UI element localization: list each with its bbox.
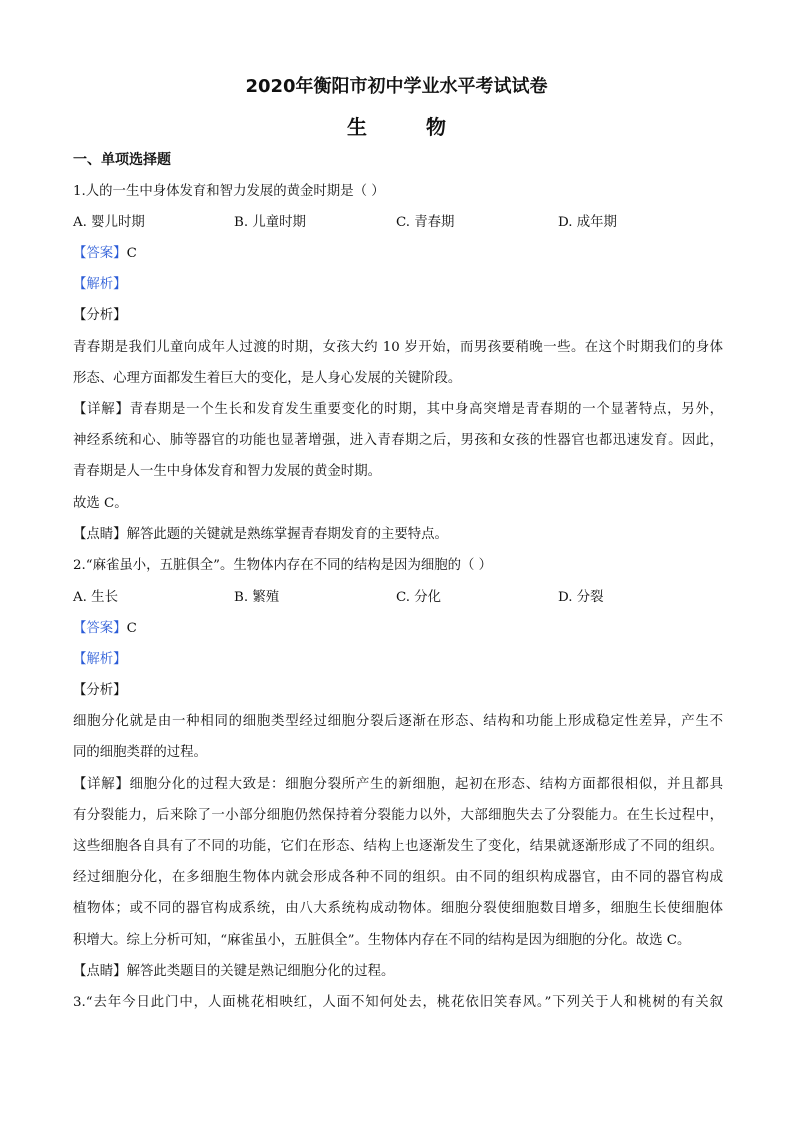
q2-fenxi-tag: 【分析】 bbox=[73, 683, 127, 698]
q1-option-d: D. 成年期 bbox=[558, 215, 617, 230]
q1-fenxi-tag: 【分析】 bbox=[73, 308, 127, 323]
answer-tag: 【答案】 bbox=[73, 621, 127, 636]
q1-option-a: A. 婴儿时期 bbox=[73, 215, 145, 230]
answer-tag: 【答案】 bbox=[73, 246, 127, 261]
question-2-stem: 2.“麻雀虽小，五脏俱全”。生物体内存在不同的结构是因为细胞的（ ） bbox=[73, 558, 493, 573]
detail-text: 青春期是一个生长和发育发生重要变化的时期，其中身高突增是青春期的一个显著特点，另外， bbox=[129, 402, 724, 417]
detail-tag: 【详解】 bbox=[73, 777, 130, 792]
q2-fenxi-line-1: 细胞分化就是由一种相同的细胞类型经过细胞分裂后逐渐在形态、结构和功能上形成稳定性差异，产生不 bbox=[73, 714, 723, 729]
tip-text: 解答此题的关键就是熟练掌握青春期发育的主要特点。 bbox=[126, 527, 448, 542]
q2-option-c: C. 分化 bbox=[396, 590, 442, 605]
question-3-stem: 3.“去年今日此门中，人面桃花相映红，人面不知何处去，桃花依旧笑春风。”下列关于人和桃树的有关叙 bbox=[73, 995, 723, 1010]
q1-tip bbox=[73, 525, 723, 545]
section-heading: 一、单项选择题 bbox=[73, 152, 171, 168]
q1-fenxi-line-1: 青春期是我们儿童向成年人过渡的时期，女孩大约 10 岁开始，而男孩要稍晚一些。在这个时期我们的身体 bbox=[73, 340, 723, 355]
question-1-stem: 1.人的一生中身体发育和智力发展的黄金时期是（ ） bbox=[73, 184, 385, 199]
q2-answer bbox=[73, 619, 723, 639]
q2-option-a: A. 生长 bbox=[73, 590, 118, 605]
exam-title: 2020年衡阳市初中学业水平考试试卷 bbox=[245, 76, 548, 97]
q2-detail-line-6: 积增大。综上分析可知，“麻雀虽小，五脏俱全”。生物体内存在不同的结构是因为细胞的分化。故选 C。 bbox=[73, 933, 691, 948]
answer-value: C bbox=[126, 621, 137, 636]
q1-detail-line-1 bbox=[73, 400, 723, 420]
q1-option-b: B. 儿童时期 bbox=[234, 215, 306, 230]
q2-option-b: B. 繁殖 bbox=[234, 590, 280, 605]
q2-detail-line-4: 经过细胞分化，在多细胞生物体内就会形成各种不同的组织。由不同的组织构成器官，由不同的器官构成 bbox=[73, 870, 723, 885]
q1-choice: 故选 C。 bbox=[73, 496, 128, 511]
q1-detail-line-2: 神经系统和心、肺等器官的功能也显著增强，进入青春期之后，男孩和女孩的性器官也都迅速发育。因此， bbox=[73, 433, 723, 448]
detail-text: 细胞分化的过程大致是：细胞分裂所产生的新细胞，起初在形态、结构方面都很相似，并且都具 bbox=[129, 777, 724, 792]
q1-option-c: C. 青春期 bbox=[396, 215, 455, 230]
tip-text: 解答此类题目的关键是熟记细胞分化的过程。 bbox=[126, 964, 395, 979]
q1-detail-line-3: 青春期是人一生中身体发育和智力发展的黄金时期。 bbox=[73, 464, 381, 479]
q2-fenxi-line-2: 同的细胞类群的过程。 bbox=[73, 745, 207, 760]
q2-detail-line-5: 植物体；或不同的器官构成系统，由八大系统构成动物体。细胞分裂使细胞数目增多，细胞生长使细胞体 bbox=[73, 901, 723, 916]
q1-analysis-tag: 【解析】 bbox=[73, 277, 127, 292]
answer-value: C bbox=[126, 246, 137, 261]
q2-detail-line-1 bbox=[73, 775, 723, 795]
subject-title: 生 物 bbox=[347, 115, 472, 139]
detail-tag: 【详解】 bbox=[73, 402, 130, 417]
q2-analysis-tag: 【解析】 bbox=[73, 652, 127, 667]
q2-option-d: D. 分裂 bbox=[558, 590, 604, 605]
q1-fenxi-line-2: 形态、心理方面都发生着巨大的变化，是人身心发展的关键阶段。 bbox=[73, 371, 462, 386]
tip-tag: 【点睛】 bbox=[73, 527, 127, 542]
q2-tip bbox=[73, 962, 723, 982]
q2-detail-line-3: 这些细胞各自具有了不同的功能，它们在形态、结构上也逐渐发生了变化，结果就逐渐形成了不同的组织。 bbox=[73, 839, 723, 854]
q2-detail-line-2: 有分裂能力，后来除了一小部分细胞仍然保持着分裂能力以外，大部细胞失去了分裂能力。在生长过程中， bbox=[73, 808, 723, 823]
q1-answer bbox=[73, 244, 723, 264]
tip-tag: 【点睛】 bbox=[73, 964, 127, 979]
